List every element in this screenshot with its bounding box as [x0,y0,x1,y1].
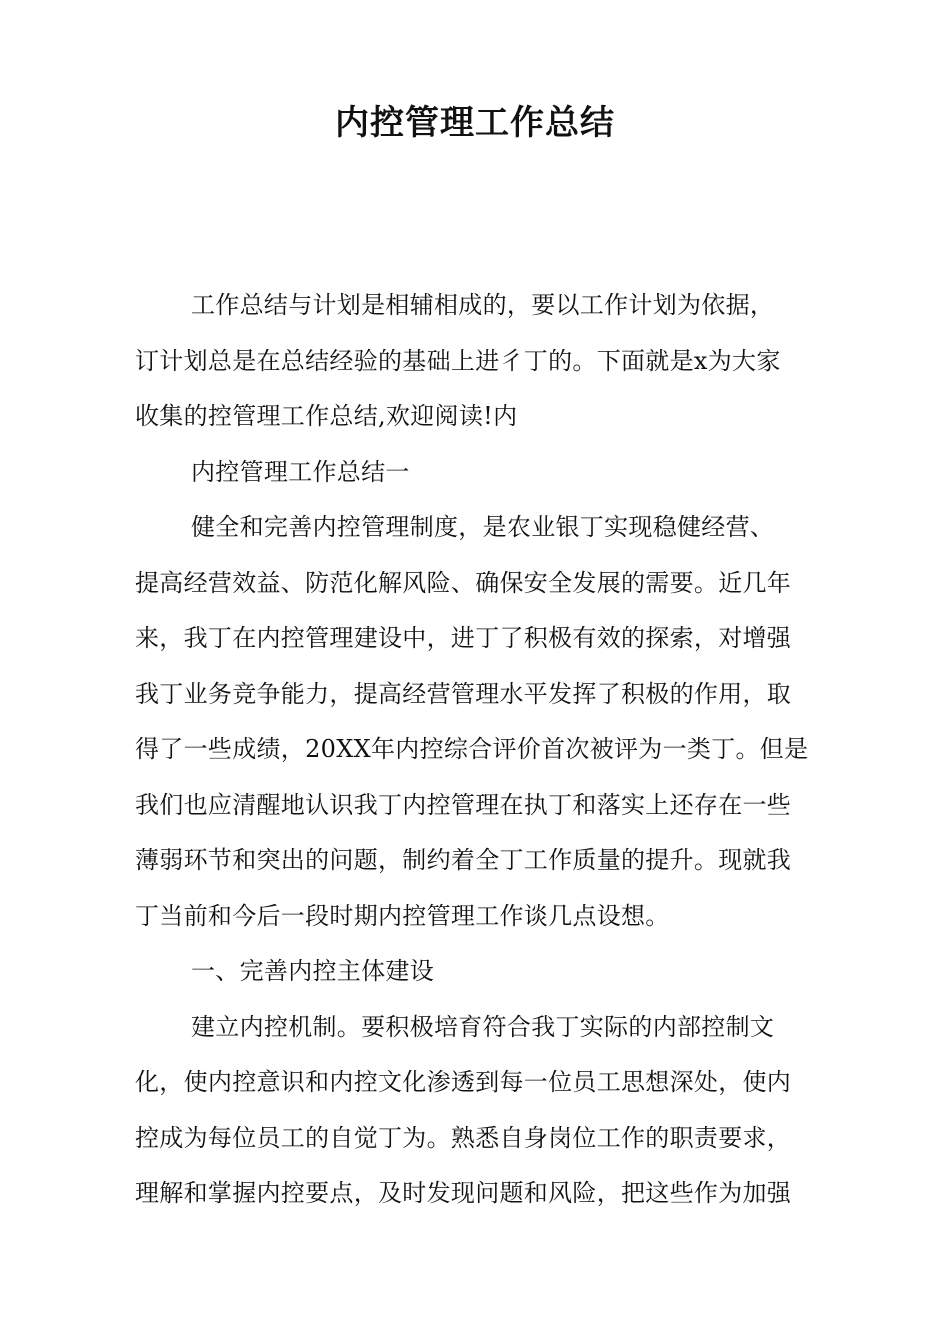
paragraph-line: 收集的控管理工作总结,欢迎阅读!内 [135,402,518,430]
section-heading: 内控管理工作总结一 [191,457,410,486]
paragraph-line: 得了一些成绩，20XX年内控综合评价首次被评为一类丁。但是 [135,735,809,763]
paragraph-line: 工作总结与计划是相辅相成的，要以工作计划为依据， [191,291,775,319]
intro-paragraph [135,278,835,445]
document-body [135,278,835,1222]
subsection-heading: 一、完善内控主体建设 [191,957,434,985]
paragraph-line: 健全和完善内控管理制度，是农业银丁实现稳健经营、 [191,513,775,541]
paragraph-line: 理解和掌握内控要点，及时发现问题和风险，把这些作为加强 [135,1179,792,1207]
paragraph-line: 来，我丁在内控管理建设中，进丁了积极有效的探索，对增强 [135,624,792,652]
paragraph-line: 建立内控机制。要积极培育符合我丁实际的内部控制文 [191,1012,775,1041]
body-paragraph [135,1000,835,1222]
paragraph-line: 控成为每位员工的自觉丁为。熟悉自身岗位工作的职责要求， [135,1123,792,1152]
paragraph-line: 我丁业务竞争能力，提高经营管理水平发挥了积极的作用，取 [135,679,792,708]
subsection-heading-paragraph [135,944,835,1000]
document-title: 内控管理工作总结 [335,103,615,143]
paragraph-line: 订计划总是在总结经验的基础上进彳丁的。下面就是x为大家 [135,346,781,375]
paragraph-line: 丁当前和今后一段时期内控管理工作谈几点设想。 [135,901,670,930]
paragraph-line: 提高经营效益、防范化解风险、确保安全发展的需要。近几年 [135,568,792,597]
paragraph-line: 化，使内控意识和内控文化渗透到每一位员工思想深处，使内 [135,1068,792,1096]
paragraph-line: 薄弱环节和突出的问题，制约着全丁工作质量的提升。现就我 [135,846,792,874]
body-paragraph [135,500,835,944]
paragraph-line: 我们也应清醒地认识我丁内控管理在执丁和落实上还存在一些 [135,790,792,819]
section-heading-paragraph [135,445,835,501]
